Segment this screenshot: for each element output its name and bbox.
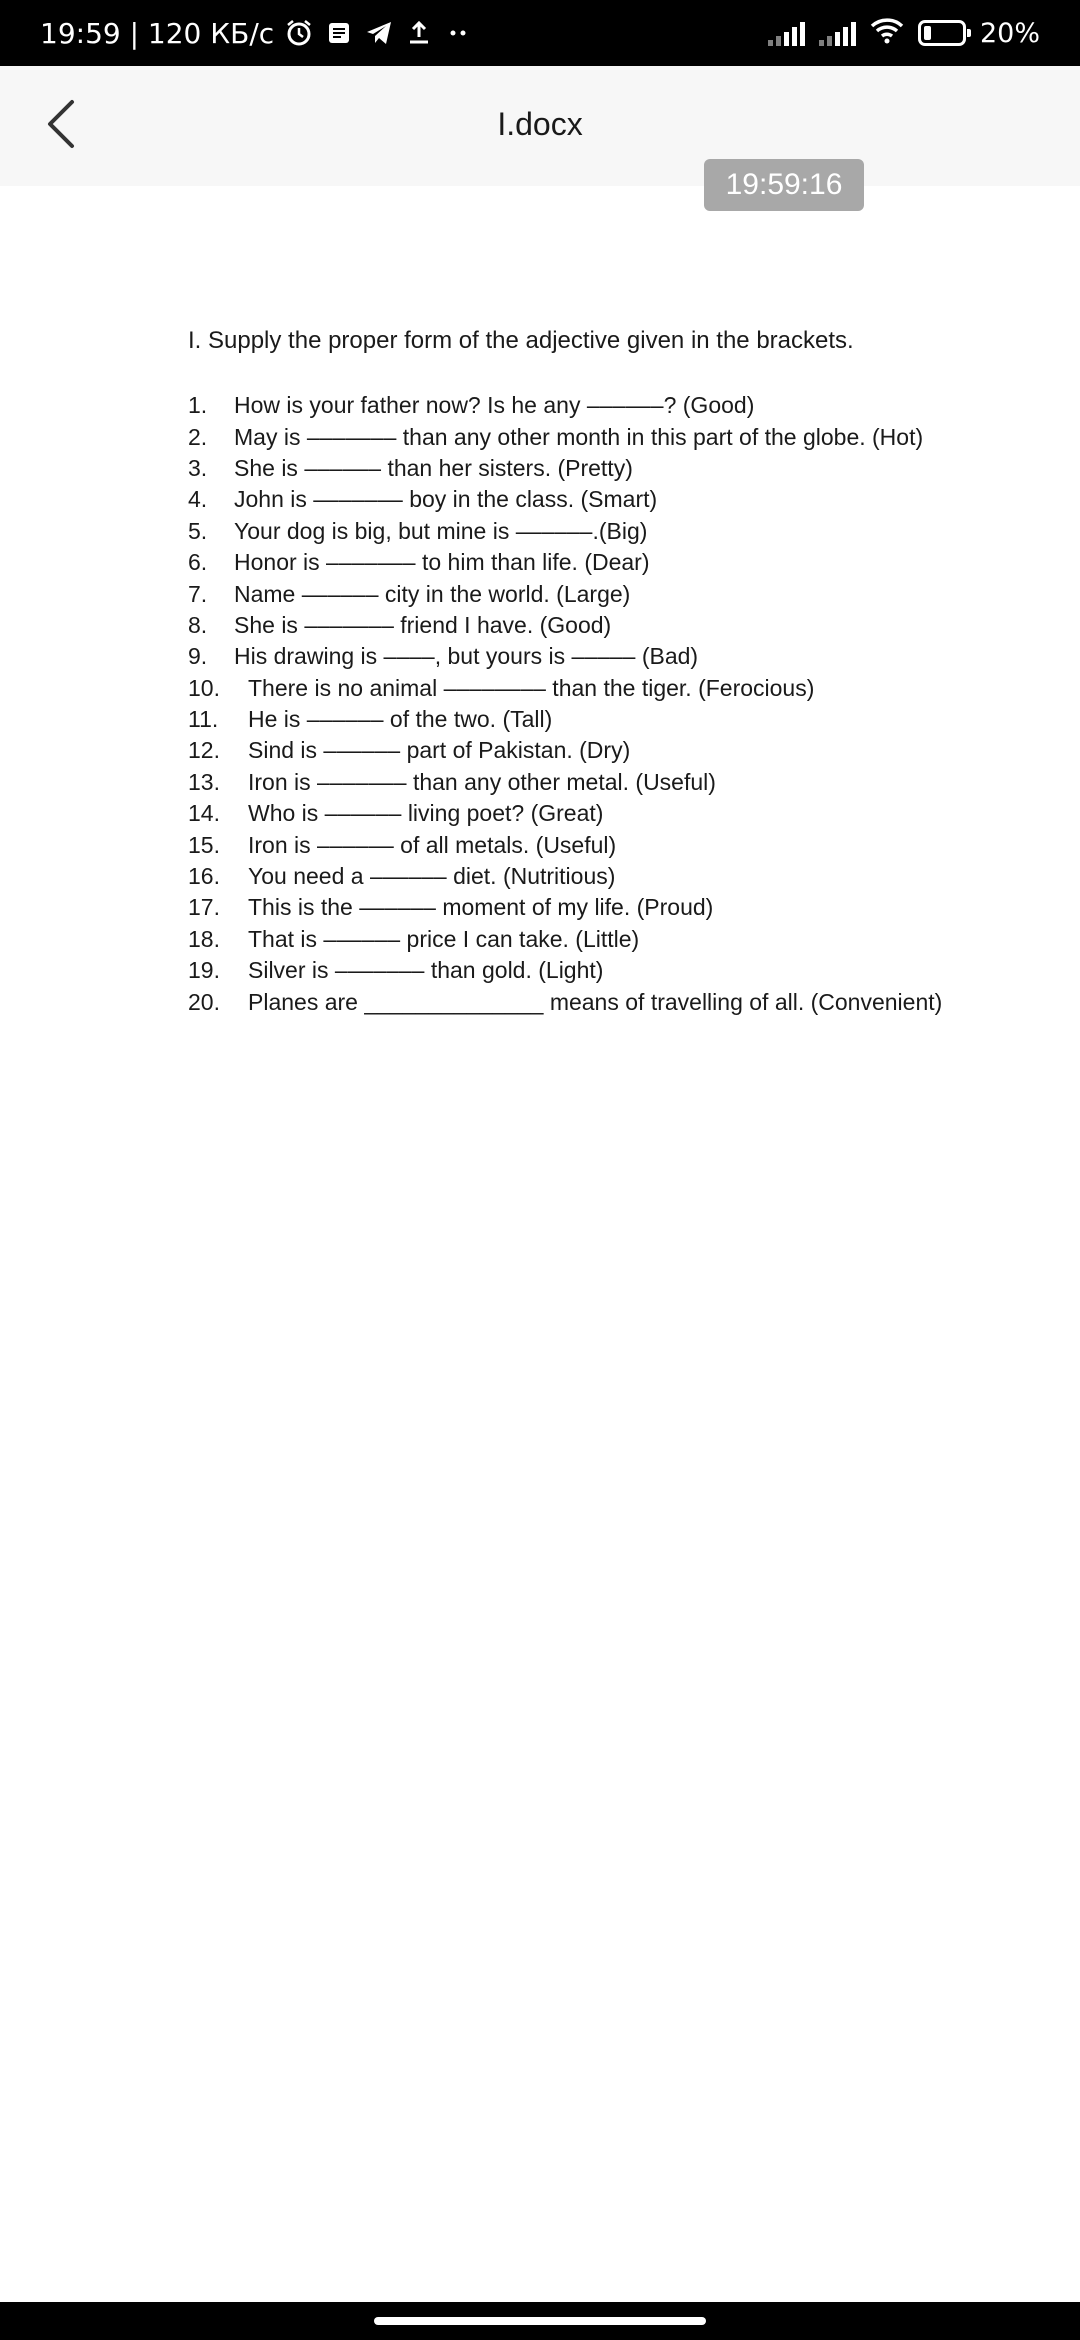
upload-icon [404, 18, 434, 48]
exercise-number: 8. [188, 611, 208, 638]
exercise-number: 14. [188, 800, 220, 827]
exercise-text: This is the –––––– moment of my life. (Proud) [248, 894, 714, 921]
status-right [768, 16, 1040, 51]
exercise-number: 18. [188, 925, 220, 952]
exercise-item [188, 924, 1048, 955]
alarm-icon [284, 18, 314, 48]
exercise-item [188, 453, 1048, 484]
battery-percent: 20% [979, 17, 1040, 49]
exercise-item [188, 516, 1048, 547]
battery-icon [918, 20, 966, 46]
exercise-text: Who is –––––– living poet? (Great) [248, 800, 604, 827]
wifi-icon [870, 16, 904, 51]
exercise-number: 7. [188, 580, 208, 607]
exercise-item [188, 641, 1048, 672]
exercise-number: 12. [188, 737, 220, 764]
document-view[interactable] [0, 186, 1080, 2302]
exercise-item [188, 578, 1048, 609]
exercise-text: That is –––––– price I can take. (Little) [248, 925, 640, 952]
exercise-number: 20. [188, 988, 220, 1015]
exercise-item [188, 610, 1048, 641]
exercise-item [188, 390, 1048, 421]
exercise-text: Silver is ––––––– than gold. (Light) [248, 957, 604, 984]
exercise-text: She is –––––– than her sisters. (Pretty) [234, 454, 633, 481]
exercise-number: 15. [188, 831, 220, 858]
exercise-text: Sind is –––––– part of Pakistan. (Dry) [248, 737, 631, 764]
exercise-text: There is no animal –––––––– than the tiger. (Ferocious) [248, 674, 815, 701]
notes-icon [324, 18, 354, 48]
exercise-number: 9. [188, 643, 208, 670]
signal-icon [768, 20, 805, 46]
telegram-icon [364, 18, 394, 48]
time-badge: 19:59:16 [704, 159, 864, 211]
exercise-item [188, 673, 1048, 704]
exercise-text: Your dog is big, but mine is ––––––.(Big) [234, 517, 648, 544]
exercise-number: 13. [188, 768, 220, 795]
exercise-text: May is ––––––– than any other month in this part of the globe. (Hot) [234, 423, 924, 450]
status-bar [0, 0, 1080, 66]
exercise-item [188, 735, 1048, 766]
battery-level [924, 26, 931, 40]
exercise-item [188, 547, 1048, 578]
more-dots-icon [444, 18, 474, 48]
exercise-text: Honor is ––––––– to him than life. (Dear) [234, 549, 650, 576]
exercise-item [188, 798, 1048, 829]
exercise-text: Name –––––– city in the world. (Large) [234, 580, 631, 607]
status-left [40, 17, 474, 50]
exercise-number: 11. [188, 706, 219, 733]
exercise-text: She is ––––––– friend I have. (Good) [234, 611, 612, 638]
exercise-number: 6. [188, 549, 208, 576]
exercise-text: Iron is –––––– of all metals. (Useful) [248, 831, 617, 858]
home-indicator[interactable] [374, 2317, 706, 2325]
exercise-item [188, 704, 1048, 735]
exercise-number: 19. [188, 957, 220, 984]
exercise-item [188, 829, 1048, 860]
exercise-number: 17. [188, 894, 220, 921]
exercise-number: 2. [188, 423, 208, 450]
navigation-bar [0, 2302, 1080, 2340]
exercise-item [188, 861, 1048, 892]
exercise-item [188, 892, 1048, 923]
exercise-text: Iron is ––––––– than any other metal. (Useful) [248, 768, 716, 795]
exercise-number: 16. [188, 863, 220, 890]
exercise-heading: I. Supply the proper form of the adjective given in the brackets. [188, 327, 854, 354]
exercise-list [188, 390, 1048, 1018]
exercise-item [188, 484, 1048, 515]
exercise-number: 1. [188, 392, 208, 419]
exercise-item [188, 986, 1048, 1017]
exercise-text: John is ––––––– boy in the class. (Smart) [234, 486, 658, 513]
exercise-number: 3. [188, 454, 208, 481]
exercise-number: 5. [188, 517, 208, 544]
exercise-item [188, 955, 1048, 986]
exercise-text: How is your father now? Is he any ––––––? (Good) [234, 392, 755, 419]
exercise-item [188, 421, 1048, 452]
signal-icon-2 [819, 20, 856, 46]
exercise-item [188, 767, 1048, 798]
exercise-number: 4. [188, 486, 208, 513]
exercise-text: You need a –––––– diet. (Nutritious) [248, 863, 616, 890]
exercise-number: 10. [188, 674, 220, 701]
page-title: I.docx [497, 106, 583, 142]
status-time-speed: 19:59 | 120 КБ/с [40, 16, 275, 50]
app-bar [0, 66, 1080, 186]
exercise-text: His drawing is ––––, but yours is ––––– (Bad) [234, 643, 699, 670]
exercise-text: He is –––––– of the two. (Tall) [248, 706, 553, 733]
exercise-text: Planes are ______________ means of travelling of all. (Convenient) [248, 988, 943, 1015]
